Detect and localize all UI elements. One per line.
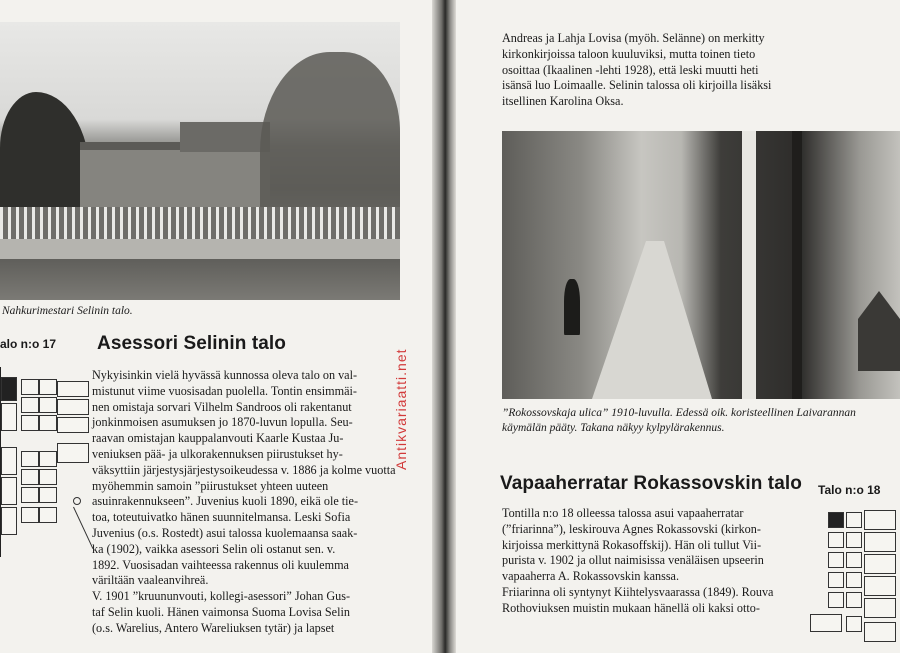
map-plot	[846, 552, 862, 568]
left-book-page	[0, 0, 432, 653]
map-plot	[846, 512, 862, 528]
book-gutter	[432, 0, 456, 653]
map-plot	[828, 592, 844, 608]
map-plot	[57, 443, 89, 463]
picket-fence	[0, 207, 400, 239]
paragraph-2: V. 1901 ”kruununvouti, kollegi-asessori” Johan Gus- taf Selin kuoli. Hänen vaimonsa Suoma Lovisa Selin (o.s. Warelius, Antero Wareliuksen tytär) ja lapset	[92, 589, 351, 635]
body-text: Tontilla n:o 18 olleessa talossa asui vapaaherratar (”friarinna”), leskirouva Agnes Rokassovski (kirkon- kirjoissa merkittynä Rokasoffskij). Hän oli tullut Vii- purista v. 1902 ja ollut naimisissa venäläisen upseerin vapaaherra A. Rokassovskin kanssa. Friiarinna oli syntynyt Kiihtelysvaarassa (1849). Rouva Rothoviuksen muistin mukaan hänellä oli kaksi otto-	[502, 506, 774, 615]
map-plot	[864, 622, 896, 642]
map-plot	[828, 572, 844, 588]
house-number-label: alo n:o 17	[0, 337, 57, 351]
map-plot	[39, 469, 57, 485]
tree-trunk	[792, 131, 802, 399]
birch-trunk	[742, 131, 756, 399]
map-plot	[21, 507, 39, 523]
map-plot	[864, 532, 896, 552]
intro-text: Andreas ja Lahja Lovisa (myöh. Selänne) on merkitty kirkonkirjoissa taloon kuuluviksi, mutta toinen tieto osoittaa (Ikaalinen -lehti 1928), että leski muutti heti isänsä luo Loimaalle. Selinin talossa oli kirjoilla lisäksi itsellinen Karolina Oksa.	[502, 31, 772, 109]
right-book-page	[456, 0, 900, 653]
map-plot	[864, 554, 896, 574]
plot-map	[808, 506, 900, 653]
road	[0, 239, 400, 259]
map-plot	[1, 477, 17, 505]
map-plot	[846, 532, 862, 548]
map-plot	[828, 532, 844, 548]
map-plot	[21, 397, 39, 413]
person-figure	[564, 279, 580, 335]
map-plot	[864, 510, 896, 530]
map-plot	[57, 381, 89, 397]
map-plot	[21, 487, 39, 503]
map-plot	[1, 507, 17, 535]
map-plot	[864, 576, 896, 596]
map-plot	[828, 552, 844, 568]
map-plot	[21, 379, 39, 395]
paragraph-1: Nykyisinkin vielä hyvässä kunnossa oleva talo on val- mistunut viime vuosisadan puolella. Tontin ensimmäi- nen omistaja sorvari Vilhelm Sandroos oli rakentanut jonkinmoisen asumuksen jo 1870-luvun lopulla. Seu- raavan omistajan kauppalanvouti Kaarle Kustaa Ju- veniuksen pää- ja ulkorakennuksen piirustukset hy- väksyttiin järjestysjärjestysoikeudessa v. 1886 ja kolme vuotta myöhemmin samoin ”piirustukset yhteen uuteen asuinrakennukseen”. Juvenius kuoli 1890, eikä ole tie- toa, toteutuivatko hänen suunnitelmansa. Leski Sofia Juvenius (o.s. Rostedt) asui talossa kuolemaansa saak- ka (1902), vaikka asessori Selin oli ostanut sen. v. 1892. Vuosisadan vaihteessa rakennus oli kuulemma väriltään vaaleanvihreä.	[92, 368, 396, 588]
map-plot	[39, 397, 57, 413]
house-roof	[180, 122, 270, 152]
map-plot	[846, 592, 862, 608]
map-plot	[39, 487, 57, 503]
map-plot	[864, 598, 896, 618]
map-plot	[21, 469, 39, 485]
pavilion-gable	[858, 291, 900, 371]
photo-caption: Nahkurimestari Selinin talo.	[2, 305, 133, 317]
map-plot	[39, 507, 57, 523]
map-plot	[39, 415, 57, 431]
map-plot	[1, 447, 17, 475]
house-photo	[0, 22, 400, 300]
map-marker	[73, 497, 81, 505]
map-plot	[846, 572, 862, 588]
house-number-label: Talo n:o 18	[818, 483, 881, 497]
plot-map	[0, 367, 91, 557]
arrow-icon	[73, 507, 93, 549]
watermark-text: Antikvariaatti.net	[393, 348, 409, 470]
map-plot	[810, 614, 842, 632]
map-plot	[846, 616, 862, 632]
section-heading: Vapaaherratar Rokassovskin talo	[500, 473, 802, 494]
map-plot	[21, 415, 39, 431]
map-plot	[57, 399, 89, 415]
path	[592, 241, 712, 399]
photo-caption: ”Rokossovskaja ulica” 1910-luvulla. Edessä oik. koristeellinen Laivarannan käymälän pääty. Takana näkyy kylpylärakennus.	[502, 407, 856, 434]
map-plot	[57, 417, 89, 433]
map-plot	[39, 379, 57, 395]
body-text	[92, 368, 394, 637]
map-plot	[21, 451, 39, 467]
section-heading: Asessori Selinin talo	[97, 333, 286, 354]
map-plot	[39, 451, 57, 467]
highlighted-plot	[828, 512, 844, 528]
map-plot	[1, 403, 17, 431]
highlighted-plot	[1, 377, 17, 401]
street-photo	[502, 131, 900, 399]
